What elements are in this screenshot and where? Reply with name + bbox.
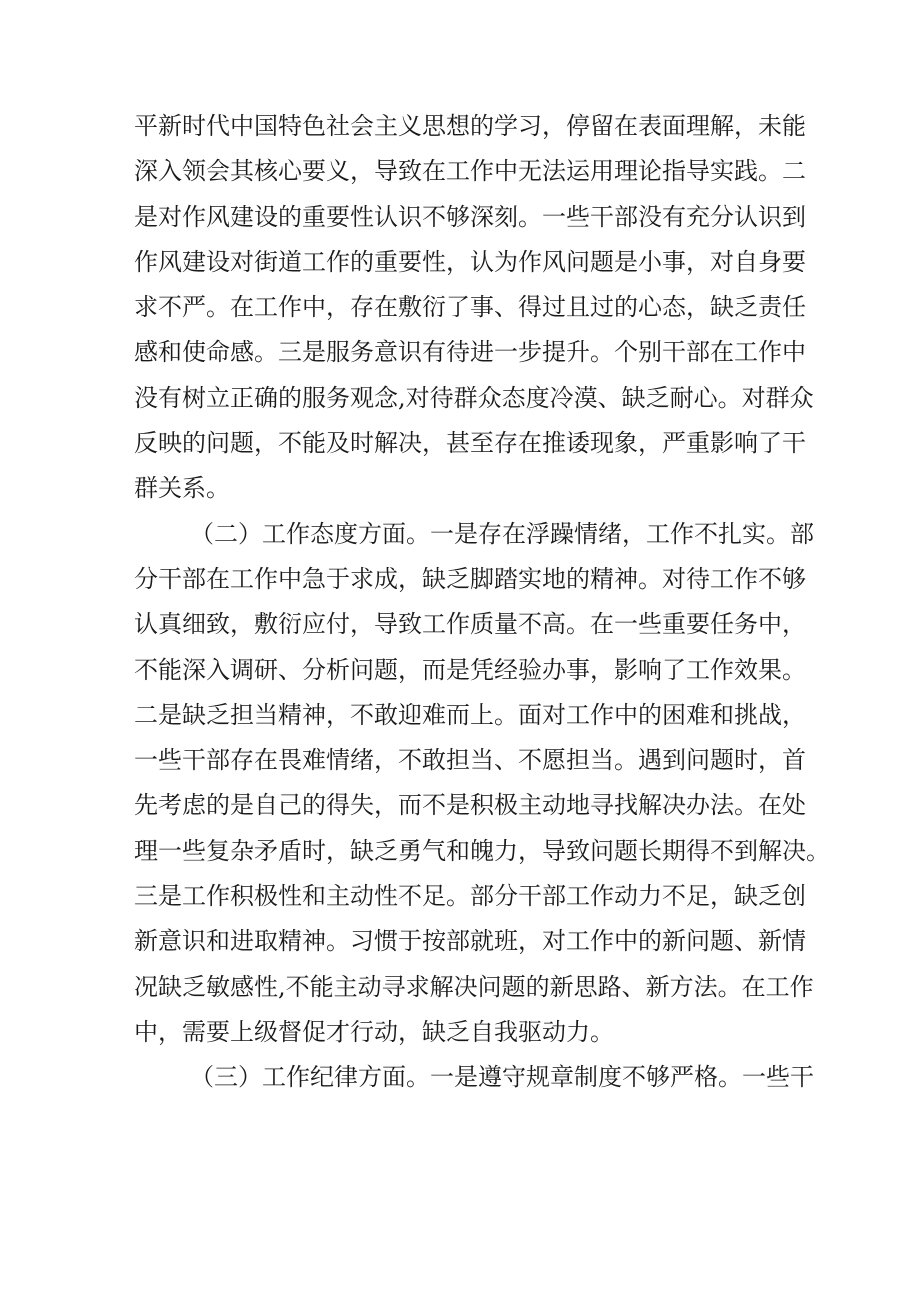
text-line: 感和使命感。三是服务意识有待进一步提升。个别干部在工作中 xyxy=(134,338,806,367)
text-line: 作风建设对街道工作的重要性，认为作风问题是小事，对自身要 xyxy=(134,247,806,276)
paragraph-heading-line: （二）工作态度方面。一是存在浮躁情绪，工作不扎实。部 xyxy=(190,519,814,548)
text-line: 是对作风建设的重要性认识不够深刻。一些干部没有充分认识到 xyxy=(134,202,806,231)
text-line: 没有树立正确的服务观念,对待群众态度冷漠、缺乏耐心。对群众 xyxy=(134,383,814,412)
paragraph-heading-line: （三）工作纪律方面。一是遵守规章制度不够严格。一些干 xyxy=(190,1063,814,1092)
text-line: 理一些复杂矛盾时，缺乏勇气和魄力，导致问题长期得不到解决。 xyxy=(134,836,830,865)
text-line: 深入领会其核心要义，导致在工作中无法运用理论指导实践。二 xyxy=(134,157,806,186)
text-line: 况缺乏敏感性,不能主动寻求解决问题的新思路、新方法。在工作 xyxy=(134,972,814,1001)
text-line: 反映的问题，不能及时解决，甚至存在推诿现象，严重影响了干 xyxy=(134,429,806,458)
text-line: 新意识和进取精神。习惯于按部就班，对工作中的新问题、新情 xyxy=(134,927,806,956)
text-line: 求不严。在工作中，存在敷衍了事、得过且过的心态，缺乏责任 xyxy=(134,293,806,322)
text-line: 先考虑的是自己的得失，而不是积极主动地寻找解决办法。在处 xyxy=(134,791,806,820)
text-line: 中，需要上级督促才行动，缺乏自我驱动力。 xyxy=(134,1017,614,1046)
text-line: 认真细致，敷衍应付，导致工作质量不高。在一些重要任务中， xyxy=(134,610,806,639)
text-line: 群关系。 xyxy=(134,474,230,503)
document-body xyxy=(134,104,830,1101)
text-line: 平新时代中国特色社会主义思想的学习，停留在表面理解，未能 xyxy=(134,112,806,140)
text-line: 一些干部存在畏难情绪，不敢担当、不愿担当。遇到问题时，首 xyxy=(134,746,806,775)
text-line: 不能深入调研、分析问题，而是凭经验办事，影响了工作效果。 xyxy=(134,655,806,684)
text-line: 分干部在工作中急于求成，缺乏脚踏实地的精神。对待工作不够 xyxy=(134,564,806,593)
text-line: 二是缺乏担当精神，不敢迎难而上。面对工作中的困难和挑战， xyxy=(134,700,806,729)
text-line: 三是工作积极性和主动性不足。部分干部工作动力不足，缺乏创 xyxy=(134,882,806,911)
